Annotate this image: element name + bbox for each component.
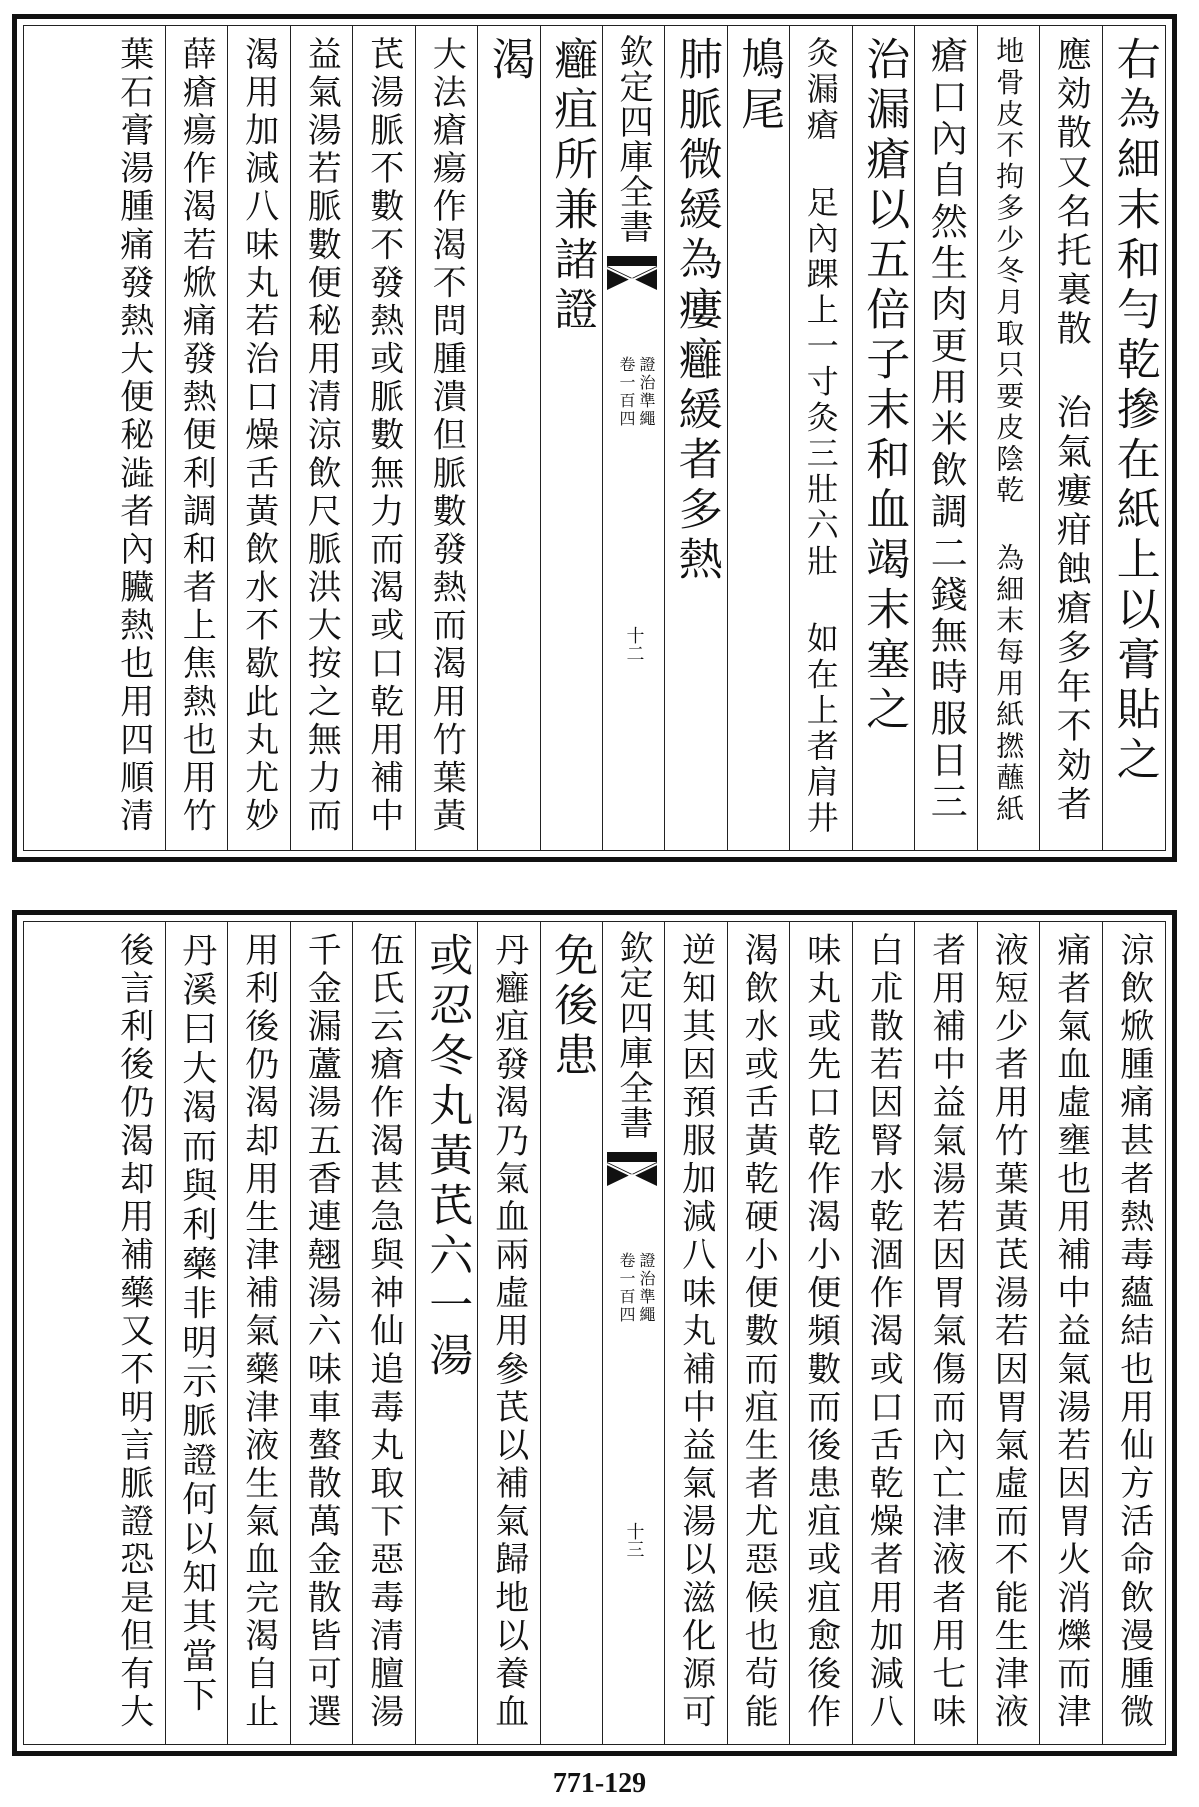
fish-tail-mark-icon <box>607 1152 657 1186</box>
text-column <box>915 922 978 1744</box>
column-text: 用利後仍渴却用生津補氣藥津液生氣血完渴自止 <box>238 932 279 1732</box>
text-column <box>853 922 916 1744</box>
column-text: 者用補中益氣湯若因胃氣傷而內亡津液者用七味 <box>925 932 966 1732</box>
text-column <box>166 26 229 850</box>
column-text: 益氣湯若脈數便秘用清涼飲尺脈洪大按之無力而 <box>301 36 342 836</box>
center-page-number: 十二 <box>623 626 645 662</box>
fish-tail-mark-icon <box>607 256 657 290</box>
column-text: 痛者氣血虛壅也用補中益氣湯若因胃火消爍而津 <box>1050 932 1091 1732</box>
column-text: 丹溪曰大渴而與利藥非明示脈證何以知其當下 <box>176 932 217 1716</box>
text-column <box>478 922 541 1744</box>
column-text: 右為細末和勻乾摻在紙上以膏貼之 <box>1108 36 1160 786</box>
top-page-frame <box>23 25 1166 851</box>
column-text: 地骨皮不拘多少冬月取只要皮陰乾 為細末每用紙撚蘸紙 <box>992 36 1026 825</box>
top-page <box>12 14 1177 862</box>
column-text: 逆知其因預服加減八味丸補中益氣湯以滋化源可 <box>675 932 716 1732</box>
column-text: 應効散又名托裏散 治氣瘻疳蝕瘡多年不効者 <box>1051 36 1092 825</box>
book-title: 欽定四庫全書 <box>613 930 653 1140</box>
text-column <box>353 922 416 1744</box>
column-text: 或忍冬丸黃芪六一湯 <box>421 932 473 1382</box>
column-text: 渴 <box>483 36 535 86</box>
column-text: 免後患 <box>546 932 598 1082</box>
bottom-page-columns <box>24 922 1165 1744</box>
text-column <box>1103 922 1166 1744</box>
text-column <box>978 26 1041 850</box>
text-column <box>978 922 1041 1744</box>
text-column <box>228 26 291 850</box>
text-column <box>541 922 604 1744</box>
column-text: 肺脈微緩為瘻癰緩者多熱 <box>670 36 722 586</box>
column-text: 千金漏蘆湯五香連翹湯六味車螯散萬金散皆可選 <box>301 932 342 1732</box>
column-text: 癰疽所兼諸證 <box>546 36 598 336</box>
top-page-columns <box>24 26 1165 850</box>
text-column <box>915 26 978 850</box>
column-text: 伍氏云瘡作渴甚急與神仙追毒丸取下惡毒清膻湯 <box>363 932 404 1732</box>
center-fold-band <box>603 26 665 850</box>
column-text: 後言利後仍渴却用補藥又不明言脈證恐是但有大 <box>113 932 154 1732</box>
column-text: 渴飲水或舌黃乾硬小便數而疽生者尤惡候也茍能 <box>738 932 779 1732</box>
text-column <box>853 26 916 850</box>
text-column <box>228 922 291 1744</box>
column-text: 葉石膏湯腫痛發熱大便秘澁者內臟熱也用四順清 <box>113 36 154 836</box>
text-column <box>728 26 791 850</box>
column-text: 味丸或先口乾作渴小便頻數而後患疽或疽愈後作 <box>800 932 841 1732</box>
column-text: 瘡口內自然生肉更用米飲調二錢無時服日三 <box>924 36 968 824</box>
bottom-page <box>12 910 1177 1756</box>
text-column <box>790 922 853 1744</box>
column-text: 薛瘡瘍作渴若焮痛發熱便利調和者上焦熱也用竹 <box>176 36 217 836</box>
center-volume: 卷一百四 <box>617 1252 636 1324</box>
center-book-name: 證治準繩 <box>637 1252 656 1324</box>
text-column <box>665 922 728 1744</box>
center-page-number: 十三 <box>623 1522 645 1558</box>
text-column <box>416 922 479 1744</box>
text-column <box>1040 922 1103 1744</box>
text-column <box>665 26 728 850</box>
text-column <box>541 26 604 850</box>
column-text: 丹癰疽發渴乃氣血兩虛用參芪以補氣歸地以養血 <box>488 932 529 1732</box>
center-fold-band <box>603 922 665 1744</box>
text-column <box>103 26 166 850</box>
column-text: 灸漏瘡 足內踝上一寸灸三壯六壯 如在上者肩井 <box>801 36 840 837</box>
column-text: 渴用加減八味丸若治口燥舌黃飲水不歇此丸尤妙 <box>238 36 279 836</box>
text-column <box>291 922 354 1744</box>
text-column <box>1040 26 1103 850</box>
column-text: 大法瘡瘍作渴不問腫潰但脈數發熱而渴用竹葉黃 <box>426 36 467 836</box>
bottom-page-frame <box>23 921 1166 1745</box>
text-column <box>353 26 416 850</box>
text-column <box>728 922 791 1744</box>
column-text: 涼飲焮腫痛甚者熱毒蘊結也用仙方活命飲漫腫微 <box>1113 932 1154 1732</box>
page-footer-number: 771-129 <box>552 1768 647 1799</box>
book-title: 欽定四庫全書 <box>613 34 653 244</box>
text-column <box>166 922 229 1744</box>
text-column <box>790 26 853 850</box>
text-column <box>1103 26 1166 850</box>
column-text: 芪湯脈不數不發熱或脈數無力而渴或口乾用補中 <box>363 36 404 836</box>
center-volume: 卷一百四 <box>617 356 636 428</box>
column-text: 白朮散若因腎水乾涸作渴或口舌乾燥者用加減八 <box>863 932 904 1732</box>
center-book-name: 證治準繩 <box>637 356 656 428</box>
text-column <box>478 26 541 850</box>
text-column <box>291 26 354 850</box>
column-text: 治漏瘡以五倍子末和血竭末塞之 <box>858 36 910 736</box>
column-text: 液短少者用竹葉黃芪湯若因胃氣虛而不能生津液 <box>988 932 1029 1732</box>
column-text: 鳩尾 <box>733 36 785 136</box>
text-column <box>416 26 479 850</box>
text-column <box>103 922 166 1744</box>
